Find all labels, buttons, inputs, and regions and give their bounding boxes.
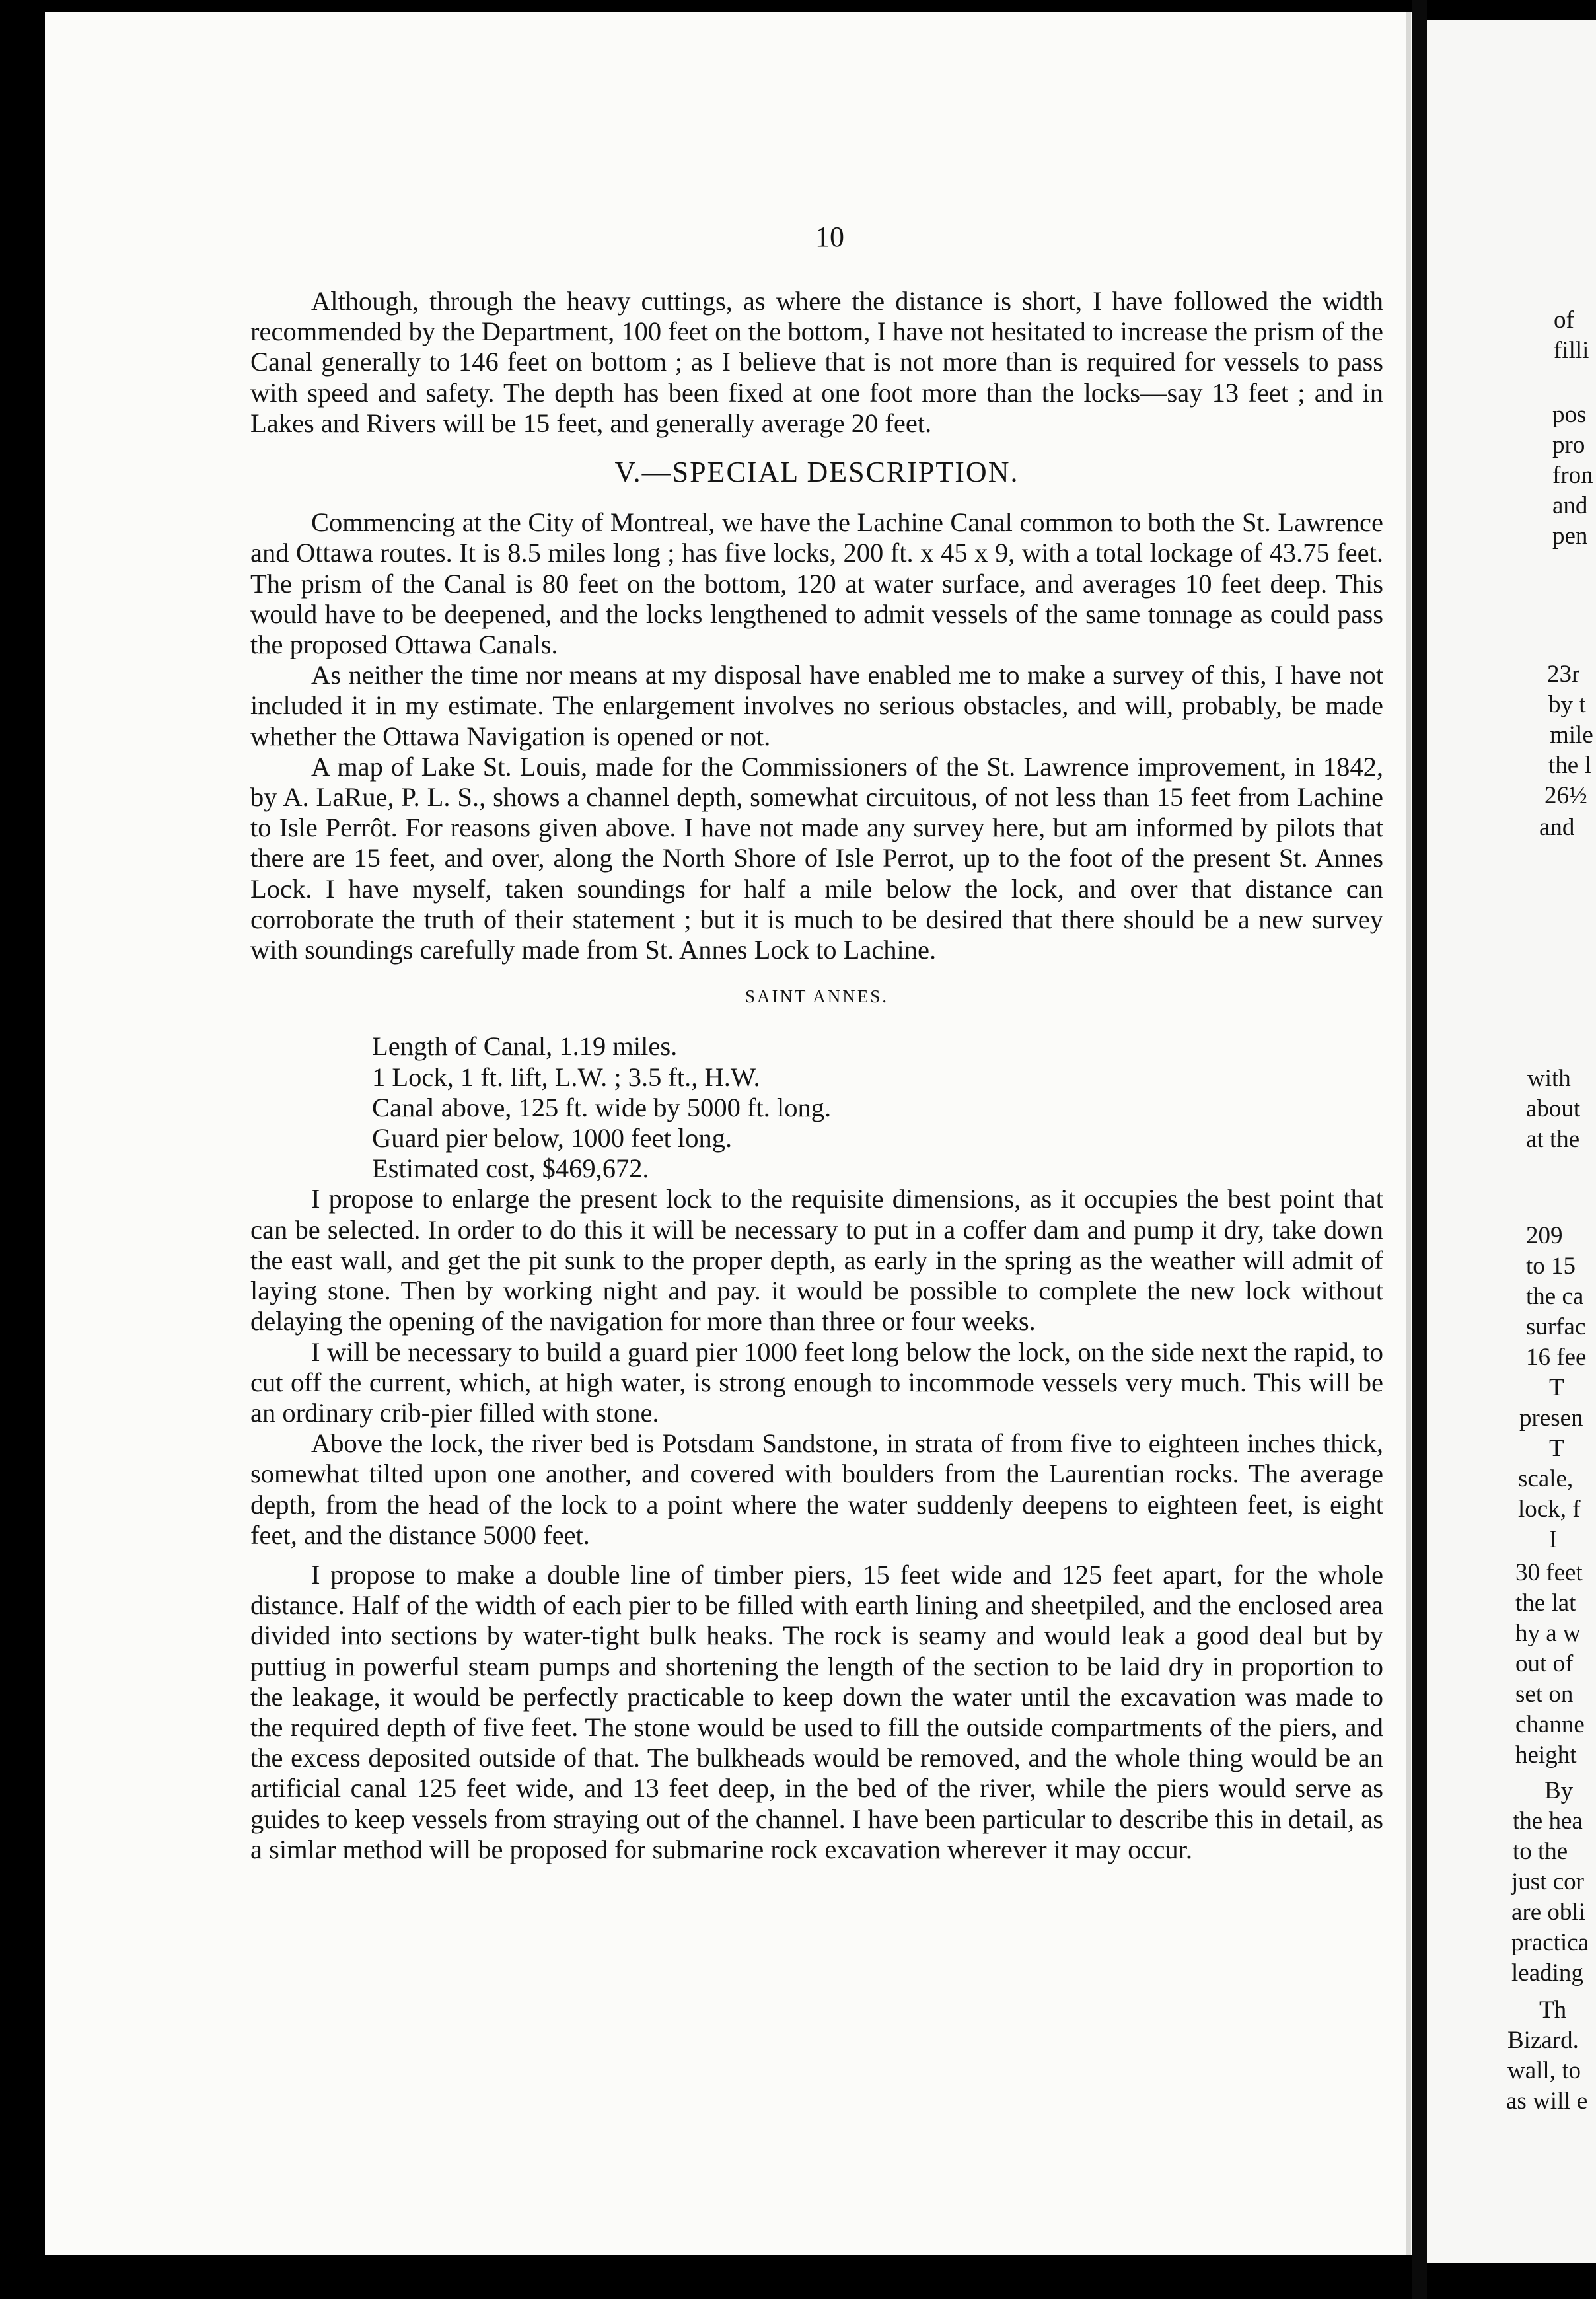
facing-page-fragment: as will e [1506,2088,1588,2115]
facing-page-fragment: by t [1548,691,1586,718]
spec-estimated-cost: Estimated cost, $469,672. [372,1153,649,1184]
paragraph-lake-st-louis: A map of Lake St. Louis, made for the Commissioners of the St. Lawrence improvement, in 1842, by A. LaRue, P. L. S., shows a channel depth, somewhat circuitous, of not less than 15 feet from Lachine to Isle Perrôt. For reasons given above. I have not made any survey here, but am informed by pilots that there are 15 feet, and over, along the North Shore of Isle Perrot, up to the foot of the present St. Annes Lock. I have myself, taken soundings for half a mile below the lock, and over that distance can corroborate the truth of their statement ; but it is much to be desired that there should be a new survey with soundings carefully made from St. Annes Lock to Lachine. [250,751,1383,965]
facing-page-fragment: practica [1511,1929,1589,1956]
paragraph-river-bed: Above the lock, the river bed is Potsdam Sandstone, in strata of from five to eighteen inches thick, somewhat tilted upon one another, and covered with boulders from the Laurentian rocks. The average depth, from the head of the lock to a point where the water suddenly deepens to eighteen feet, is eight feet, and the distance 5000 feet. [250,1428,1383,1550]
facing-page-fragment: and [1552,492,1588,519]
facing-page-fragment: just cor [1511,1868,1584,1895]
facing-page-fragment: presen [1519,1405,1583,1432]
facing-page-fragment: set on [1515,1681,1574,1708]
facing-page-fragment: scale, [1518,1465,1574,1492]
facing-page-fragment: I [1549,1526,1558,1553]
facing-page-fragment: about [1526,1095,1581,1122]
spec-canal-length: Length of Canal, 1.19 miles. [372,1031,678,1062]
subsection-heading: SAINT ANNES. [744,986,889,1007]
facing-page-fragment: Bizard. [1507,2027,1579,2054]
facing-page-fragment: and [1539,814,1575,841]
page-edge [1406,12,1411,2255]
page-number: 10 [815,221,844,253]
facing-page-fragment: out of [1515,1650,1574,1677]
facing-page-fragment: of [1554,307,1574,334]
paragraph-lachine-canal: Commencing at the City of Montreal, we have the Lachine Canal common to both the St. Lawrence and Ottawa routes. It is 8.5 miles long ; has five locks, 200 ft. x 45 x 9, with a total lockage of 43.75 feet. The prism of the Canal is 80 feet on the bottom, 120 at water surface, and averages 10 feet deep. This would have to be deepened, and the locks lengthened to admit vessels of the same tonnage as could pass the proposed Ottawa Canals. [250,507,1383,660]
section-heading: V.—SPECIAL DESCRIPTION. [614,456,1019,489]
facing-page-fragment: the lat [1515,1589,1576,1617]
book-page [45,12,1412,2255]
facing-page-fragment: Th [1539,1996,1567,2024]
facing-page [1427,20,1596,2263]
facing-page-fragment: lock, f [1518,1496,1581,1523]
facing-page-fragment: T [1549,1374,1564,1401]
facing-page-fragment: with [1527,1065,1571,1092]
paragraph-survey-note: As neither the time nor means at my disposal have enabled me to make a survey of this, I have not included it in my estimate. The enlargement involves no serious obstacles, and will, probably, be made whether the Ottawa Navigation is opened or not. [250,660,1383,751]
facing-page-fragment: pos [1552,401,1587,428]
facing-page-fragment: By [1544,1777,1574,1804]
paragraph-enlarge-lock: I propose to enlarge the present lock to the requisite dimensions, as it occupies the best point that can be selected. In order to do this it will be necessary to put in a coffer dam and pump it dry, take down the east wall, and get the pit sunk to the proper depth, as early in the spring as the weather will admit of laying stone. Then by working night and pay. it would be possible to complete the new lock without delaying the opening of the navigation for more than three or four weeks. [250,1184,1383,1336]
paragraph-guard-pier: I will be necessary to build a guard pier 1000 feet long below the lock, on the side next the rapid, to cut off the current, which, at high water, is strong enough to incommode vessels very much. This will be an ordinary crib-pier filled with stone. [250,1336,1383,1428]
facing-page-fragment: at the [1526,1126,1580,1153]
book-gutter [1412,0,1427,2299]
facing-page-fragment: 16 fee [1526,1344,1587,1371]
facing-page-fragment: mile [1550,721,1593,748]
spec-guard-pier: Guard pier below, 1000 feet long. [372,1123,733,1153]
facing-page-fragment: channe [1515,1711,1585,1738]
facing-page-fragment: filli [1554,337,1589,364]
facing-page-fragment: hy a w [1515,1620,1581,1647]
facing-page-fragment: to the [1513,1838,1568,1865]
facing-page-fragment: the l [1548,752,1591,779]
facing-page-fragment: pen [1552,523,1588,550]
facing-page-fragment: 209 [1526,1222,1563,1249]
facing-page-fragment: T [1549,1435,1564,1462]
intro-paragraph: Although, through the heavy cuttings, as where the distance is short, I have followed the width recommended by the Department, 100 feet on the bottom, I have not hesitated to increase the prism of the Canal generally to 146 feet on bottom ; as I believe that is not more than is required for vessels to pass with speed and safety. The depth has been fixed at one foot more than the locks—say 13 feet ; and in Lakes and Rivers will be 15 feet, and generally average 20 feet. [250,286,1383,438]
facing-page-fragment: to 15 [1526,1253,1576,1280]
facing-page-fragment: pro [1552,431,1585,458]
facing-page-fragment: the ca [1526,1283,1584,1310]
facing-page-fragment: leading [1511,1959,1583,1987]
facing-page-fragment: the hea [1513,1807,1583,1835]
facing-page-fragment: fron [1552,462,1593,489]
spec-lock: 1 Lock, 1 ft. lift, L.W. ; 3.5 ft., H.W. [372,1062,760,1092]
spec-canal-above: Canal above, 125 ft. wide by 5000 ft. long. [372,1092,832,1122]
facing-page-fragment: surfac [1526,1313,1586,1340]
facing-page-fragment: height [1515,1741,1577,1769]
facing-page-fragment: are obli [1511,1899,1585,1926]
facing-page-fragment: 23r [1547,661,1580,688]
facing-page-fragment: 26½ [1544,782,1587,809]
page-text-column [250,286,1383,1865]
paragraph-timber-piers: I propose to make a double line of timber piers, 15 feet wide and 125 feet apart, for the whole distance. Half of the width of each pier to be filled with earth lining and sheetpiled, and the enclosed area divided into sections by water-tight bulk heaks. The rock is seamy and would leak a good deal but by puttiug in powerful steam pumps and shortening the length of the section to be laid dry in proportion to the leakage, it would be perfectly practicable to keep down the water until the excavation was made to the required depth of five feet. The stone would be used to fill the outside compartments of the piers, and the excess deposited outside of that. The bulkheads would be removed, and the whole thing would be an artificial canal 125 feet wide, and 13 feet deep, in the bed of the river, while the piers would serve as guides to keep vessels from straying out of the channel. I have been particular to describe this in detail, as a simlar method will be proposed for submarine rock excavation wherever it may occur. [250,1559,1383,1864]
facing-page-fragment: 30 feet [1515,1559,1583,1586]
facing-page-fragment: wall, to [1507,2057,1581,2084]
